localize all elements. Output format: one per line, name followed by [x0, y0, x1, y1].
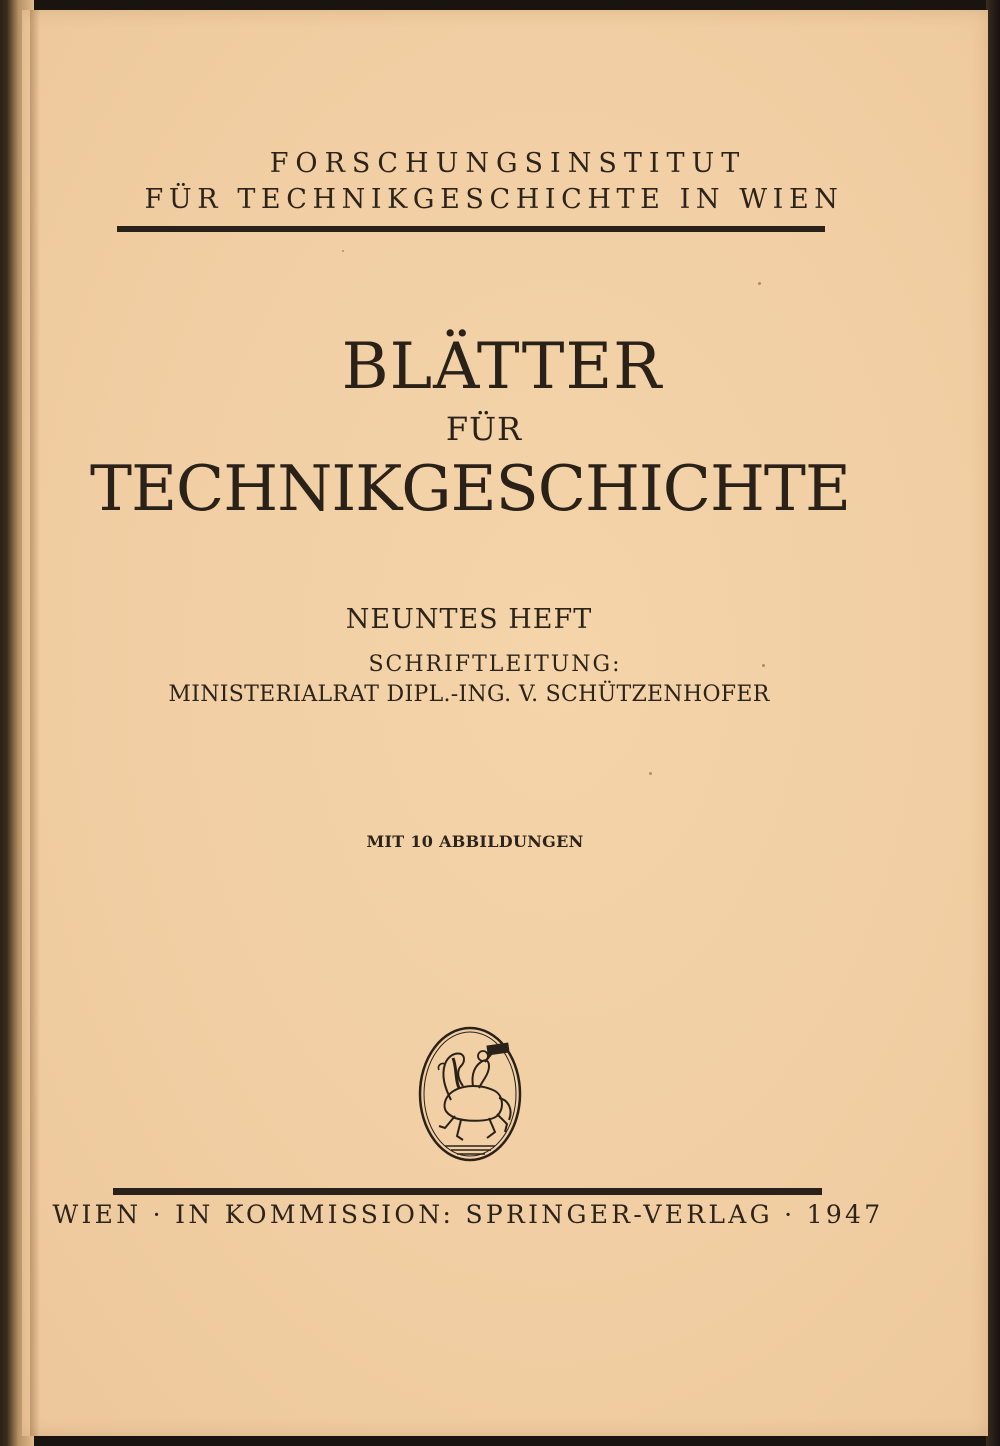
title-main: BLÄTTER: [341, 330, 663, 404]
bottom-divider: [113, 1188, 822, 1195]
publisher-imprint: WIEN · IN KOMMISSION: SPRINGER-VERLAG · 1947: [52, 1200, 884, 1229]
paper-speck: [758, 282, 761, 285]
title-subject: TECHNIKGESCHICHTE: [90, 452, 850, 525]
paper-speck: [342, 250, 344, 252]
publisher-emblem-icon: [415, 1024, 525, 1164]
illustrations-note: MIT 10 ABBILDUNGEN: [366, 832, 584, 851]
editor-name: MINISTERIALRAT DIPL.-ING. V. SCHÜTZENHOFER: [168, 682, 770, 707]
paper-speck: [649, 772, 652, 775]
institute-name-line1: FORSCHUNGSINSTITUT: [269, 148, 747, 179]
page-right-edge: [986, 0, 1000, 1446]
editor-label: SCHRIFTLEITUNG:: [368, 652, 622, 677]
title-connector: FÜR: [445, 410, 523, 448]
top-divider: [117, 226, 825, 232]
issue-label: NEUNTES HEFT: [345, 604, 593, 635]
institute-name-line2: FÜR TECHNIKGESCHICHTE IN WIEN: [144, 184, 844, 215]
